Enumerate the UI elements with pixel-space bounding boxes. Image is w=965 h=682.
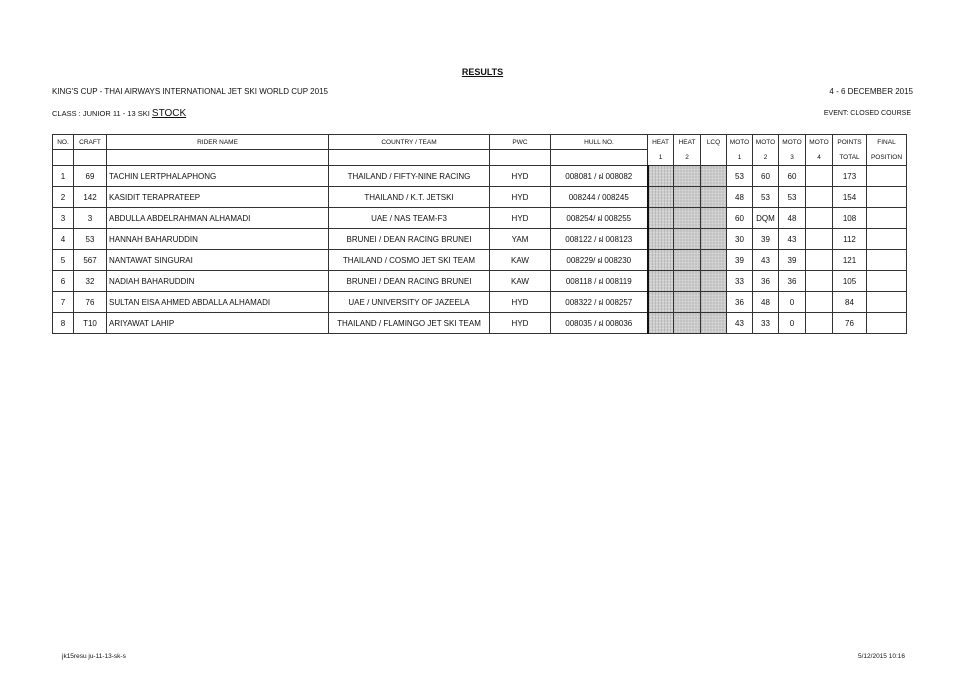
cell-craft: T10 [74, 313, 107, 334]
event-date: 4 - 6 DECEMBER 2015 [829, 87, 913, 96]
cell-country: THAILAND / COSMO JET SKI TEAM [329, 250, 490, 271]
cell-rider: HANNAH BAHARUDDIN [107, 229, 329, 250]
cell-no: 1 [53, 166, 74, 187]
class-name: STOCK [151, 108, 187, 119]
col-country-sub [329, 150, 490, 166]
cell-rider: NADIAH BAHARUDDIN [107, 271, 329, 292]
cell-moto3: 60 [779, 166, 806, 187]
col-pwc-sub [490, 150, 551, 166]
cell-moto4 [806, 229, 833, 250]
cell-moto4 [806, 187, 833, 208]
col-craft-sub [74, 150, 107, 166]
cell-lcq [701, 292, 727, 313]
col-hull-sub [551, 150, 648, 166]
cell-lcq [701, 250, 727, 271]
cell-country: UAE / NAS TEAM-F3 [329, 208, 490, 229]
cell-moto1: 30 [727, 229, 753, 250]
col-lcq-sub [701, 150, 727, 166]
col-final-sub: POSITION [867, 150, 907, 166]
col-heat2-sub: 2 [674, 150, 701, 166]
cell-hull: 008244 / 008245 [551, 187, 648, 208]
col-moto4-sub: 4 [806, 150, 833, 166]
cell-final [867, 208, 907, 229]
col-hull: HULL NO. [551, 135, 648, 150]
cell-pwc: HYD [490, 166, 551, 187]
cell-hull: 008122 / ฝ 008123 [551, 229, 648, 250]
cell-moto1: 36 [727, 292, 753, 313]
cell-final [867, 166, 907, 187]
cell-moto1: 39 [727, 250, 753, 271]
cell-points: 121 [833, 250, 867, 271]
col-moto1: MOTO [727, 135, 753, 150]
cell-pwc: KAW [490, 250, 551, 271]
cell-country: BRUNEI / DEAN RACING BRUNEI [329, 271, 490, 292]
header-row [53, 135, 907, 150]
cell-pwc: YAM [490, 229, 551, 250]
cell-moto3: 48 [779, 208, 806, 229]
table-row [53, 166, 907, 187]
cell-heat2 [674, 166, 701, 187]
cell-moto2: 33 [753, 313, 779, 334]
cell-hull: 008254/ ฝ 008255 [551, 208, 648, 229]
cell-heat2 [674, 208, 701, 229]
cell-heat1 [648, 292, 674, 313]
col-moto4: MOTO [806, 135, 833, 150]
cell-points: 112 [833, 229, 867, 250]
cell-final [867, 271, 907, 292]
cell-heat2 [674, 292, 701, 313]
cell-no: 3 [53, 208, 74, 229]
cell-moto1: 33 [727, 271, 753, 292]
cell-craft: 3 [74, 208, 107, 229]
col-moto3-sub: 3 [779, 150, 806, 166]
page-title: RESULTS [461, 67, 504, 77]
cell-final [867, 313, 907, 334]
cell-no: 7 [53, 292, 74, 313]
table-row [53, 250, 907, 271]
cell-points: 105 [833, 271, 867, 292]
cell-rider: SULTAN EISA AHMED ABDALLA ALHAMADI [107, 292, 329, 313]
col-country: COUNTRY / TEAM [329, 135, 490, 150]
cell-pwc: KAW [490, 271, 551, 292]
cell-moto4 [806, 271, 833, 292]
table-row [53, 229, 907, 250]
col-moto1-sub: 1 [727, 150, 753, 166]
cell-moto2: 53 [753, 187, 779, 208]
cell-moto3: 39 [779, 250, 806, 271]
cell-craft: 567 [74, 250, 107, 271]
col-points-sub: TOTAL [833, 150, 867, 166]
cell-heat1 [648, 229, 674, 250]
cell-moto2: 48 [753, 292, 779, 313]
cell-pwc: HYD [490, 313, 551, 334]
cell-heat1 [648, 187, 674, 208]
class-line [52, 108, 186, 119]
cell-moto2: 39 [753, 229, 779, 250]
cell-points: 84 [833, 292, 867, 313]
cell-no: 2 [53, 187, 74, 208]
cell-moto1: 48 [727, 187, 753, 208]
col-moto2-sub: 2 [753, 150, 779, 166]
table-row [53, 271, 907, 292]
event-name: KING'S CUP - THAI AIRWAYS INTERNATIONAL JET SKI WORLD CUP 2015 [52, 87, 328, 96]
table-row [53, 208, 907, 229]
cell-craft: 32 [74, 271, 107, 292]
cell-heat1 [648, 271, 674, 292]
cell-moto1: 43 [727, 313, 753, 334]
cell-pwc: HYD [490, 292, 551, 313]
cell-country: BRUNEI / DEAN RACING BRUNEI [329, 229, 490, 250]
cell-heat2 [674, 313, 701, 334]
cell-moto4 [806, 166, 833, 187]
cell-moto3: 43 [779, 229, 806, 250]
cell-hull: 008081 / ฝ 008082 [551, 166, 648, 187]
cell-heat2 [674, 187, 701, 208]
cell-heat1 [648, 208, 674, 229]
cell-craft: 69 [74, 166, 107, 187]
cell-hull: 008229/ ฝ 008230 [551, 250, 648, 271]
cell-moto1: 60 [727, 208, 753, 229]
cell-points: 76 [833, 313, 867, 334]
cell-rider: NANTAWAT SINGURAI [107, 250, 329, 271]
col-lcq: LCQ [701, 135, 727, 150]
cell-lcq [701, 187, 727, 208]
cell-moto1: 53 [727, 166, 753, 187]
event-type: EVENT: CLOSED COURSE [823, 110, 911, 117]
cell-no: 5 [53, 250, 74, 271]
table-row [53, 313, 907, 334]
cell-heat1 [648, 166, 674, 187]
cell-moto2: DQM [753, 208, 779, 229]
col-points: POINTS [833, 135, 867, 150]
cell-country: THAILAND / FIFTY-NINE RACING [329, 166, 490, 187]
col-heat1: HEAT [648, 135, 674, 150]
footer-file-name: jk15resu ju-11-13-sk-s [62, 653, 126, 660]
cell-moto2: 60 [753, 166, 779, 187]
col-rider-sub [107, 150, 329, 166]
cell-lcq [701, 166, 727, 187]
cell-rider: ARIYAWAT LAHIP [107, 313, 329, 334]
cell-heat2 [674, 271, 701, 292]
col-craft: CRAFT [74, 135, 107, 150]
cell-moto2: 43 [753, 250, 779, 271]
cell-hull: 008322 / ฝ 008257 [551, 292, 648, 313]
cell-craft: 76 [74, 292, 107, 313]
col-heat1-sub: 1 [648, 150, 674, 166]
cell-pwc: HYD [490, 208, 551, 229]
cell-heat2 [674, 250, 701, 271]
cell-no: 4 [53, 229, 74, 250]
col-rider: RIDER NAME [107, 135, 329, 150]
cell-moto3: 36 [779, 271, 806, 292]
cell-hull: 008035 / ฝ 008036 [551, 313, 648, 334]
cell-hull: 008118 / ฝ 008119 [551, 271, 648, 292]
cell-pwc: HYD [490, 187, 551, 208]
cell-no: 8 [53, 313, 74, 334]
col-final: FINAL [867, 135, 907, 150]
cell-heat1 [648, 250, 674, 271]
cell-heat1 [648, 313, 674, 334]
cell-moto3: 53 [779, 187, 806, 208]
cell-points: 154 [833, 187, 867, 208]
col-no: NO. [53, 135, 74, 150]
cell-heat2 [674, 229, 701, 250]
cell-moto3: 0 [779, 292, 806, 313]
footer-print-date: 5/12/2015 10:16 [858, 653, 905, 660]
cell-moto2: 36 [753, 271, 779, 292]
cell-lcq [701, 271, 727, 292]
cell-country: THAILAND / K.T. JETSKI [329, 187, 490, 208]
cell-lcq [701, 208, 727, 229]
col-moto3: MOTO [779, 135, 806, 150]
cell-no: 6 [53, 271, 74, 292]
cell-final [867, 250, 907, 271]
table-row [53, 292, 907, 313]
col-moto2: MOTO [753, 135, 779, 150]
cell-craft: 142 [74, 187, 107, 208]
cell-moto4 [806, 313, 833, 334]
cell-lcq [701, 313, 727, 334]
cell-points: 108 [833, 208, 867, 229]
results-table [52, 134, 907, 334]
cell-rider: KASIDIT TERAPRATEEP [107, 187, 329, 208]
header-subrow [53, 150, 907, 166]
cell-country: THAILAND / FLAMINGO JET SKI TEAM [329, 313, 490, 334]
cell-lcq [701, 229, 727, 250]
cell-rider: ABDULLA ABDELRAHMAN ALHAMADI [107, 208, 329, 229]
col-no-sub [53, 150, 74, 166]
table-row [53, 187, 907, 208]
cell-rider: TACHIN LERTPHALAPHONG [107, 166, 329, 187]
cell-final [867, 292, 907, 313]
cell-craft: 53 [74, 229, 107, 250]
cell-final [867, 187, 907, 208]
cell-moto4 [806, 292, 833, 313]
cell-final [867, 229, 907, 250]
cell-country: UAE / UNIVERSITY OF JAZEELA [329, 292, 490, 313]
cell-moto3: 0 [779, 313, 806, 334]
cell-points: 173 [833, 166, 867, 187]
class-prefix: CLASS : JUNIOR 11 - 13 SKI [52, 109, 150, 118]
col-pwc: PWC [490, 135, 551, 150]
cell-moto4 [806, 208, 833, 229]
cell-moto4 [806, 250, 833, 271]
col-heat2: HEAT [674, 135, 701, 150]
